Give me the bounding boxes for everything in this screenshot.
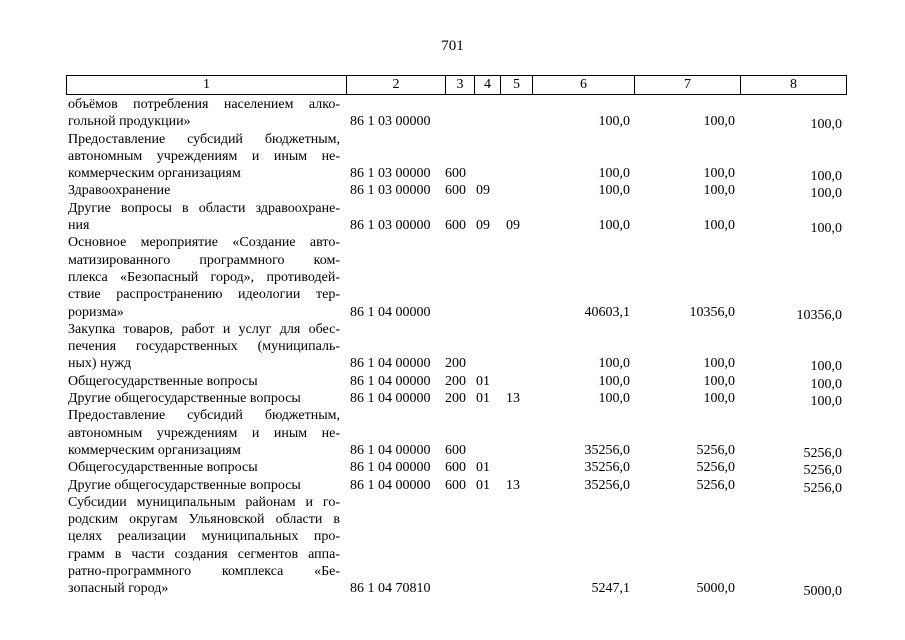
- cell-c4: 01: [476, 477, 490, 493]
- cell-c6: 35256,0: [584, 460, 630, 476]
- table-row: [0, 407, 905, 459]
- row-name: [68, 494, 340, 598]
- table-header: [66, 75, 847, 97]
- cell-c7: 100,0: [703, 114, 735, 130]
- cell-code: 86 1 04 00000: [350, 477, 431, 493]
- row-name-line: Другие общегосударственные вопросы: [68, 477, 301, 493]
- cell-c3: 200: [445, 391, 466, 407]
- row-name-line: объёмов потребления населением алко-: [68, 97, 340, 112]
- row-name-line: матизированного программного ком-: [68, 252, 340, 268]
- cell-code: 86 1 04 00000: [350, 460, 431, 476]
- cell-code: 86 1 03 00000: [350, 114, 431, 130]
- row-name-line: Предоставление субсидий бюджетным,: [68, 131, 340, 147]
- table-row: [0, 131, 905, 183]
- row-name-line: Предоставление субсидий бюджетным,: [68, 408, 340, 424]
- table-row: [0, 182, 905, 202]
- cell-code: 86 1 04 00000: [350, 373, 431, 389]
- row-name-line: целях реализации муниципальных про-: [68, 529, 340, 545]
- cell-c4: 01: [476, 373, 490, 389]
- cell-c3: 600: [445, 166, 466, 182]
- row-name: [68, 407, 340, 459]
- cell-c3: 600: [445, 460, 466, 476]
- cell-c3: 600: [445, 442, 466, 458]
- row-name: [68, 459, 340, 476]
- table-row: [0, 321, 905, 373]
- cell-c6: 100,0: [598, 356, 630, 372]
- row-name-line: Закупка товаров, работ и услуг для обес-: [68, 321, 340, 337]
- cell-c3: 200: [445, 356, 466, 372]
- header-cell-8: 8: [740, 75, 847, 95]
- cell-c6: 5247,1: [591, 581, 630, 597]
- row-name-line: зопасный город»: [68, 581, 169, 597]
- cell-c8: 100,0: [810, 117, 842, 133]
- table-body: [0, 96, 905, 598]
- table-row: [0, 200, 905, 235]
- table-row: [0, 459, 905, 479]
- cell-c6: 100,0: [598, 218, 630, 234]
- row-name: [68, 200, 340, 235]
- cell-c6: 100,0: [598, 391, 630, 407]
- row-name-line: гольной продукции»: [68, 114, 191, 130]
- cell-c3: 600: [445, 183, 466, 199]
- row-name-line: автономным учреждениям и иным не-: [68, 425, 340, 441]
- row-name-line: ния: [68, 218, 90, 234]
- table-row: [0, 494, 905, 598]
- cell-c3: 600: [445, 218, 466, 234]
- cell-code: 86 1 03 00000: [350, 166, 431, 182]
- row-name: [68, 131, 340, 183]
- header-cell-1: 1: [66, 75, 347, 95]
- row-name-line: ных) нужд: [68, 356, 132, 372]
- cell-code: 86 1 04 70810: [350, 581, 431, 597]
- row-name-line: ствие распространению идеологии тер-: [68, 287, 340, 303]
- cell-c4: 09: [476, 183, 490, 199]
- row-name: [68, 182, 340, 199]
- cell-c7: 100,0: [703, 218, 735, 234]
- row-name-line: Основное мероприятие «Создание авто-: [68, 235, 340, 251]
- cell-c8: 100,0: [810, 186, 842, 202]
- cell-c8: 100,0: [810, 394, 842, 410]
- cell-c7: 100,0: [703, 356, 735, 372]
- row-name-line: грамм в части создания сегментов аппа-: [68, 546, 340, 562]
- cell-c3: 200: [445, 373, 466, 389]
- header-cell-4: 4: [474, 75, 501, 95]
- row-name-line: коммерческим организациям: [68, 442, 241, 458]
- row-name-line: автономным учреждениям и иным не-: [68, 148, 340, 164]
- row-name-line: Субсидии муниципальным районам и го-: [68, 494, 340, 510]
- cell-c6: 40603,1: [584, 304, 630, 320]
- cell-c7: 100,0: [703, 391, 735, 407]
- row-name: [68, 477, 340, 494]
- cell-code: 86 1 04 00000: [350, 391, 431, 407]
- cell-c6: 100,0: [598, 114, 630, 130]
- cell-code: 86 1 03 00000: [350, 218, 431, 234]
- row-name: [68, 96, 340, 131]
- cell-c8: 10356,0: [796, 307, 842, 323]
- row-name: [68, 390, 340, 407]
- row-name: [68, 321, 340, 373]
- cell-c8: 5256,0: [803, 445, 842, 461]
- cell-c8: 5256,0: [803, 480, 842, 496]
- cell-c4: 09: [476, 218, 490, 234]
- header-cell-5: 5: [500, 75, 533, 95]
- row-name-line: Другие общегосударственные вопросы: [68, 391, 301, 407]
- cell-c7: 5000,0: [696, 581, 735, 597]
- row-name-line: Общегосударственные вопросы: [68, 460, 258, 476]
- cell-c6: 100,0: [598, 183, 630, 199]
- cell-c5: 13: [506, 477, 520, 493]
- table-row: [0, 477, 905, 494]
- cell-c8: 100,0: [810, 221, 842, 237]
- cell-c8: 5256,0: [803, 463, 842, 479]
- header-cell-6: 6: [532, 75, 635, 95]
- cell-c6: 100,0: [598, 166, 630, 182]
- cell-c7: 10356,0: [689, 304, 735, 320]
- row-name-line: печения государственных (муниципаль-: [68, 339, 340, 355]
- cell-c5: 13: [506, 391, 520, 407]
- table-row: [0, 234, 905, 323]
- cell-c8: 100,0: [810, 169, 842, 185]
- row-name-line: родским округам Ульяновской области в: [68, 512, 340, 528]
- cell-code: 86 1 04 00000: [350, 356, 431, 372]
- row-name: [68, 373, 340, 390]
- cell-c7: 100,0: [703, 166, 735, 182]
- cell-c8: 5000,0: [803, 584, 842, 600]
- cell-c8: 100,0: [810, 376, 842, 392]
- row-name-line: ратно-программного комплекса «Бе-: [68, 564, 340, 580]
- table-row: [0, 390, 905, 410]
- cell-c5: 09: [506, 218, 520, 234]
- cell-c4: 01: [476, 391, 490, 407]
- cell-c7: 5256,0: [696, 477, 735, 493]
- cell-c6: 100,0: [598, 373, 630, 389]
- cell-code: 86 1 04 00000: [350, 304, 431, 320]
- row-name-line: коммерческим организациям: [68, 166, 241, 182]
- row-name-line: Другие вопросы в области здравоохране-: [68, 200, 340, 216]
- cell-c4: 01: [476, 460, 490, 476]
- cell-c6: 35256,0: [584, 477, 630, 493]
- cell-c8: 100,0: [810, 359, 842, 375]
- cell-c7: 5256,0: [696, 442, 735, 458]
- page-number: 701: [441, 38, 464, 54]
- row-name-line: Здравоохранение: [68, 183, 171, 199]
- row-name: [68, 234, 340, 320]
- cell-c7: 5256,0: [696, 460, 735, 476]
- row-name-line: Общегосударственные вопросы: [68, 373, 258, 389]
- cell-c7: 100,0: [703, 373, 735, 389]
- header-cell-2: 2: [346, 75, 446, 95]
- cell-c6: 35256,0: [584, 442, 630, 458]
- header-cell-3: 3: [445, 75, 475, 95]
- cell-code: 86 1 03 00000: [350, 183, 431, 199]
- cell-c3: 600: [445, 477, 466, 493]
- row-name-line: роризма»: [68, 304, 124, 320]
- cell-c7: 100,0: [703, 183, 735, 199]
- row-name-line: плекса «Безопасный город», противодей-: [68, 269, 340, 285]
- table-row: [0, 373, 905, 390]
- header-cell-7: 7: [634, 75, 741, 95]
- table-row: [0, 96, 905, 131]
- cell-code: 86 1 04 00000: [350, 442, 431, 458]
